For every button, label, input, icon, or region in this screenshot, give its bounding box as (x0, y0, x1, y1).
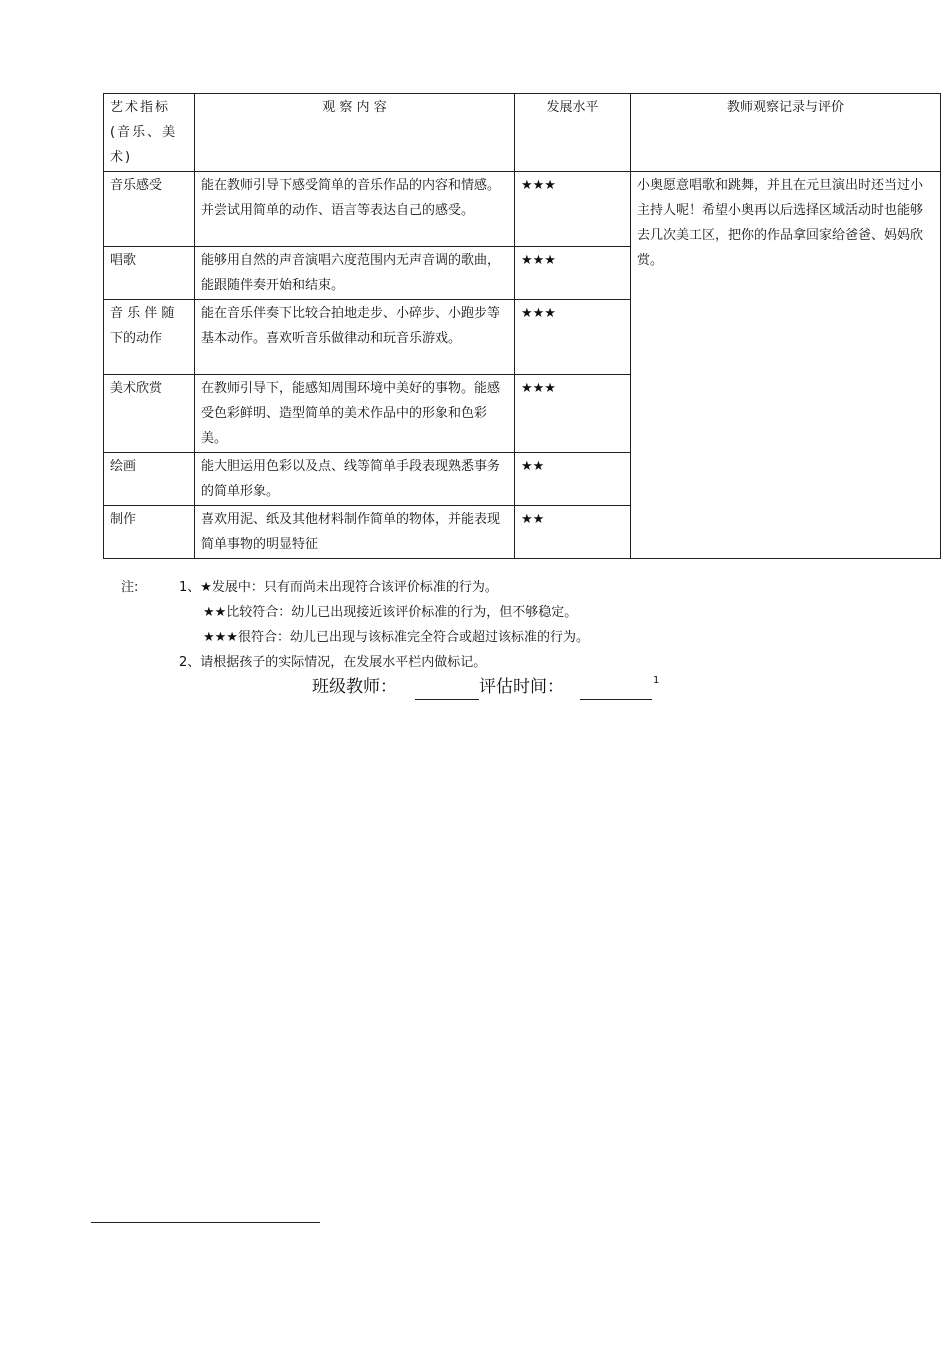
teacher-blank (415, 679, 479, 700)
row-category: 唱歌 (104, 247, 195, 300)
teacher-comment: 小奥愿意唱歌和跳舞，并且在元旦演出时还当过小主持人呢！希望小奥再以后选择区域活动时也能够去几次美工区，把你的作品拿回家给爸爸、妈妈欣赏。 (631, 172, 941, 559)
note-item-2: 2、请根据孩子的实际情况，在发展水平栏内做标记。 (179, 655, 487, 670)
table-header-row (104, 94, 941, 172)
header-indicator: 艺术指标(音乐、美术) (104, 94, 195, 172)
signature-line (312, 674, 659, 700)
row-content: 能大胆运用色彩以及点、线等简单手段表现熟悉事务的简单形象。 (195, 453, 515, 506)
row-category: 音乐感受 (104, 172, 195, 247)
row-content: 能在音乐伴奏下比较合拍地走步、小碎步、小跑步等基本动作。喜欢听音乐做律动和玩音乐游戏。 (195, 300, 515, 375)
notes-lead: 注: (121, 580, 139, 595)
row-stars: ★★★ (515, 375, 631, 453)
art-evaluation-table (103, 93, 941, 559)
teacher-label: 班级教师： (312, 677, 397, 697)
row-stars: ★★ (515, 506, 631, 559)
time-blank (580, 679, 652, 700)
table-row (104, 172, 941, 247)
row-category: 音 乐 伴 随 下的动作 (104, 300, 195, 375)
row-stars: ★★★ (515, 172, 631, 247)
header-comment: 教师观察记录与评价 (631, 94, 941, 172)
footnote-reference: 1 (653, 675, 660, 686)
row-category: 制作 (104, 506, 195, 559)
header-content: 观 察 内 容 (195, 94, 515, 172)
row-content: 能在教师引导下感受简单的音乐作品的内容和情感。并尝试用简单的动作、语言等表达自己的感受。 (195, 172, 515, 247)
note-item-1c: ★★★很符合：幼儿已出现与该标准完全符合或超过该标准的行为。 (203, 630, 589, 645)
row-content: 喜欢用泥、纸及其他材料制作简单的物体，并能表现简单事物的明显特征 (195, 506, 515, 559)
row-category: 绘画 (104, 453, 195, 506)
row-stars: ★★★ (515, 247, 631, 300)
time-label: 评估时间： (479, 677, 564, 697)
row-stars: ★★★ (515, 300, 631, 375)
row-stars: ★★ (515, 453, 631, 506)
note-item-1: 1、★发展中：只有而尚未出现符合该评价标准的行为。 (179, 580, 498, 595)
row-category: 美术欣赏 (104, 375, 195, 453)
row-content: 能够用自然的声音演唱六度范围内无声音调的歌曲，能跟随伴奏开始和结束。 (195, 247, 515, 300)
row-content: 在教师引导下，能感知周围环境中美好的事物。能感受色彩鲜明、造型简单的美术作品中的形象和色彩美。 (195, 375, 515, 453)
header-level: 发展水平 (515, 94, 631, 172)
note-item-1b: ★★比较符合：幼儿已出现接近该评价标准的行为，但不够稳定。 (203, 605, 578, 620)
footnote-divider (91, 1222, 320, 1223)
